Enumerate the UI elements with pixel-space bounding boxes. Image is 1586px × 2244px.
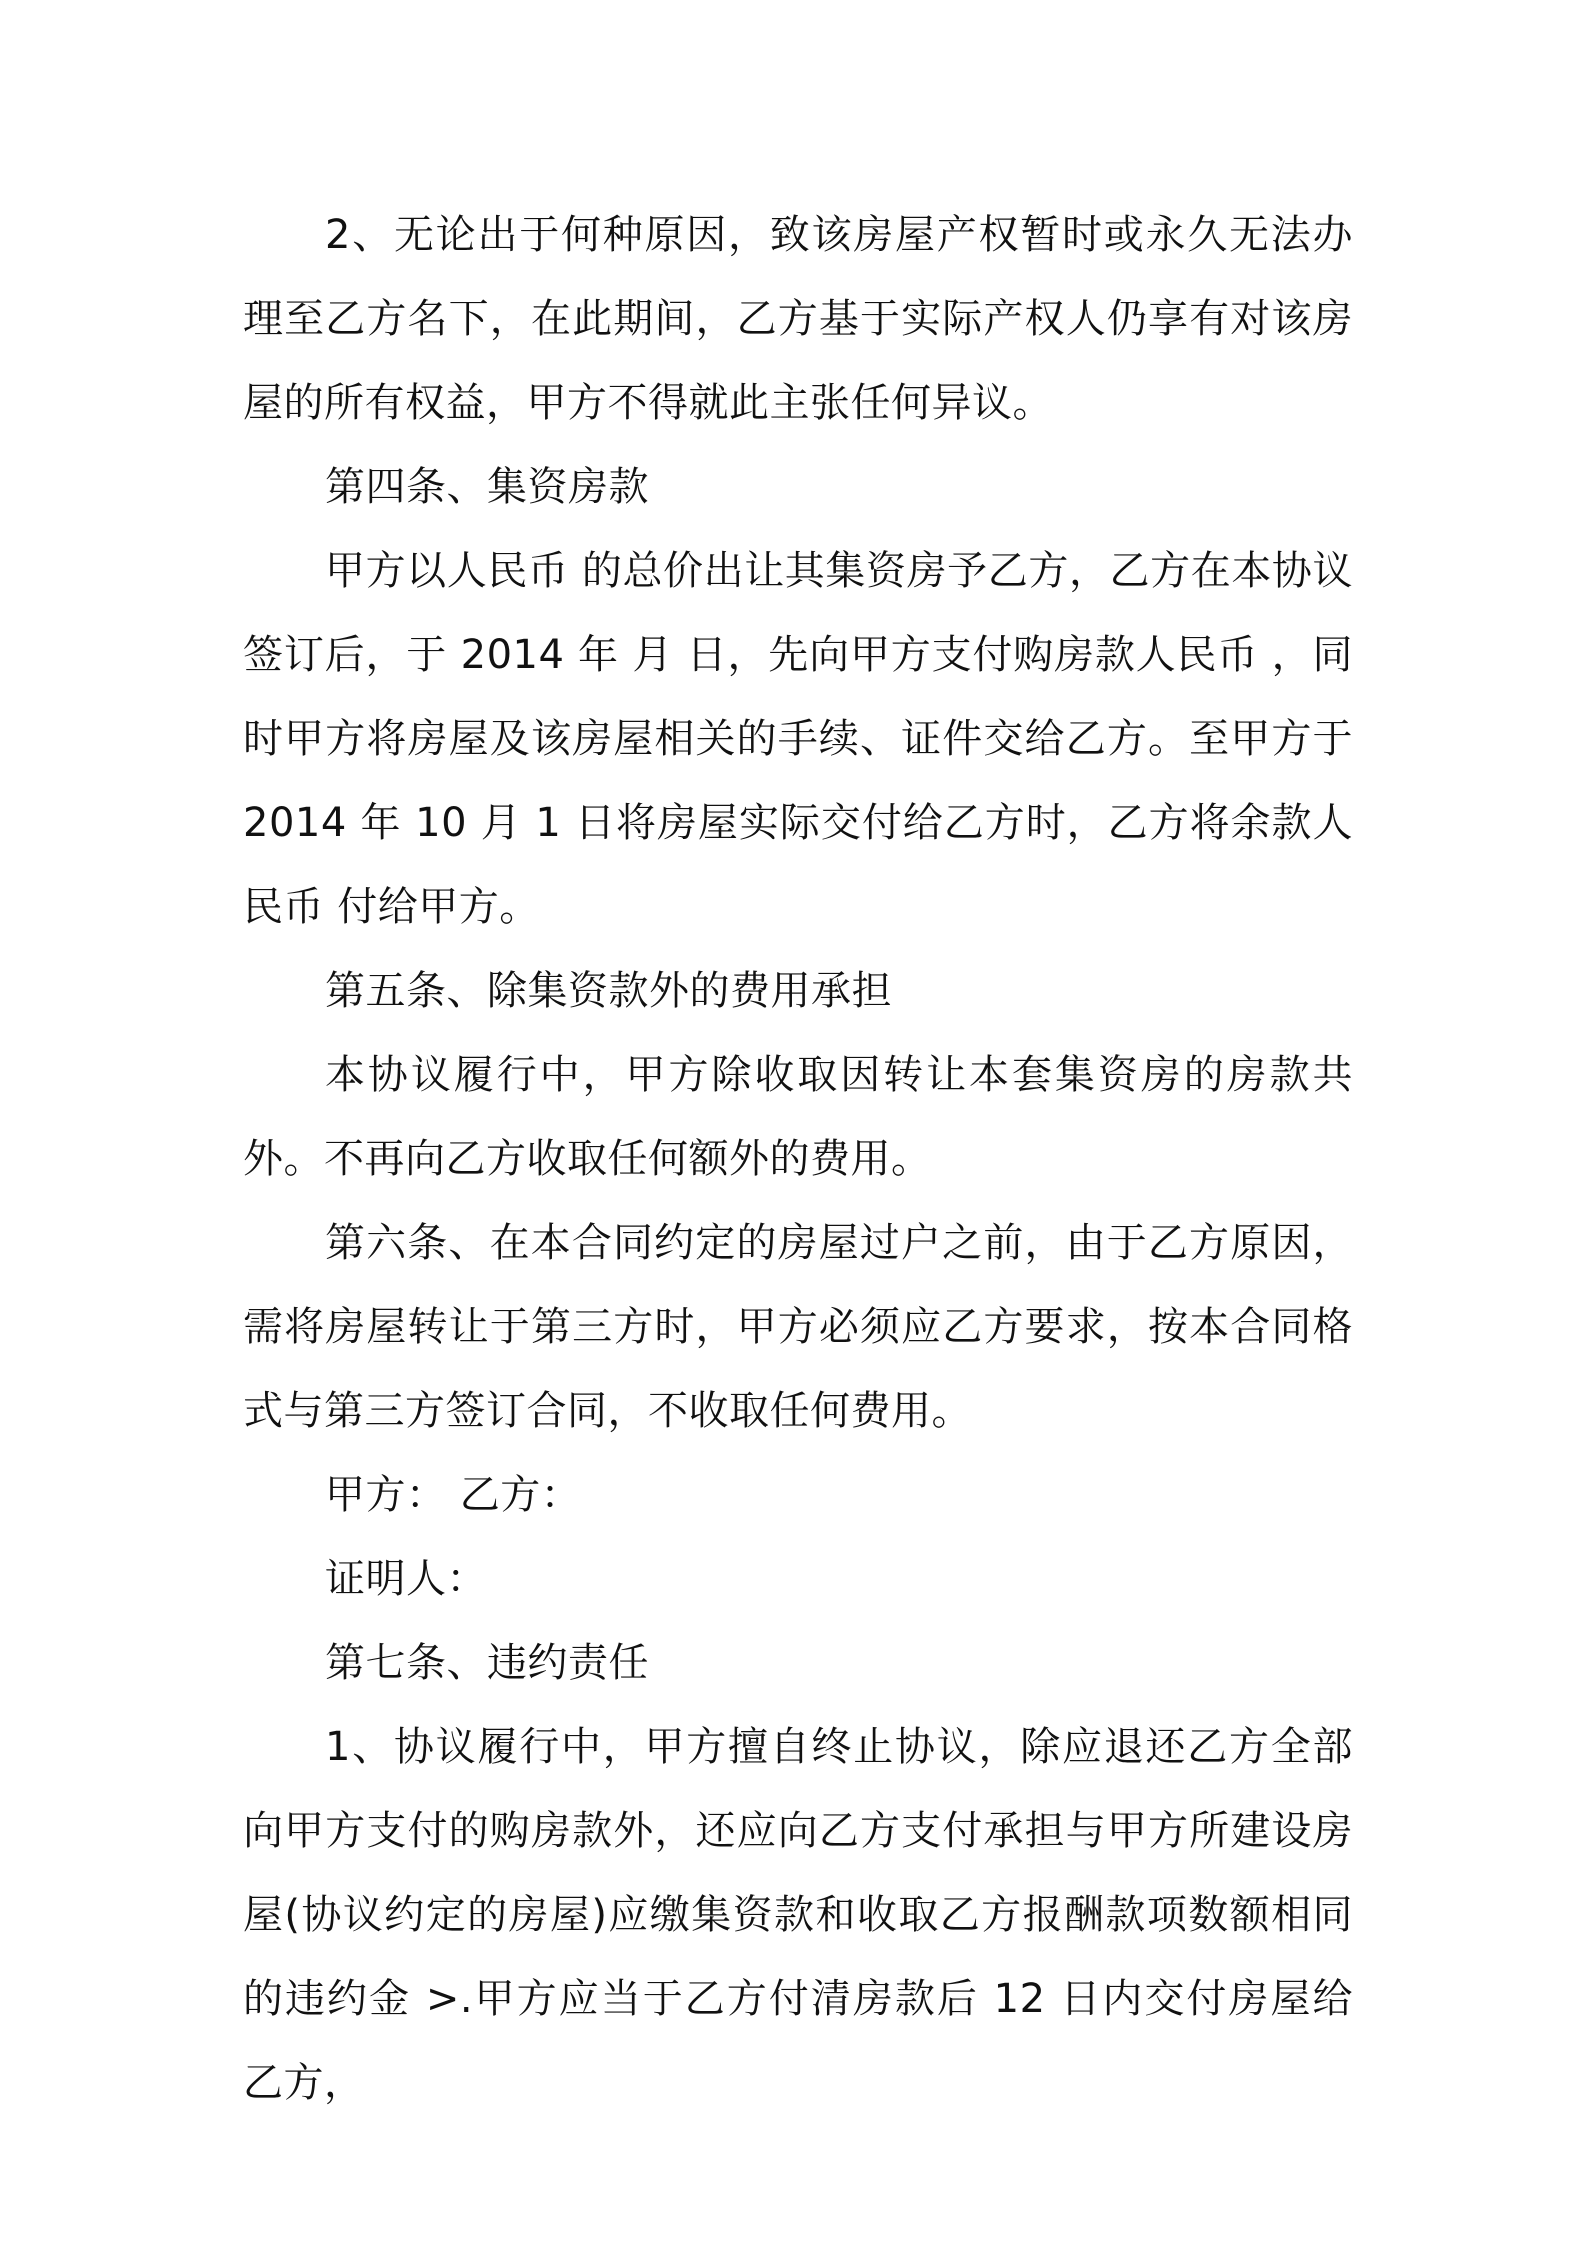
heading-article-7: 第七条、违约责任	[325, 1640, 649, 1686]
heading-article-5: 第五条、除集资款外的费用承担	[325, 968, 892, 1014]
paragraph-clause-3-2: 2、无论出于何种原因，致该房屋产权暂时或永久无法办理至乙方名下，在此期间，乙方基于实际产权人仍享有对该房屋的所有权益，甲方不得就此主张任何异议。	[243, 212, 1353, 426]
signature-witness: 证明人：	[325, 1556, 487, 1602]
paragraph-article-7-1: 1、协议履行中，甲方擅自终止协议，除应退还乙方全部向甲方支付的购房款外，还应向乙方支付承担与甲方所建设房屋(协议约定的房屋)应缴集资款和收取乙方报酬款项数额相同的违约金 >.甲方应当于乙方付清房款后 12 日内交付房屋给乙方，	[243, 1724, 1353, 2106]
paragraph-article-4: 甲方以人民币 的总价出让其集资房予乙方，乙方在本协议签订后，于 2014 年 月 日，先向甲方支付购房款人民币 ，同时甲方将房屋及该房屋相关的手续、证件交给乙方。至甲方于 2014 年 10 月 1 日将房屋实际交付给乙方时，乙方将余款人民币 付给甲方。	[243, 548, 1353, 930]
document-body	[243, 193, 1353, 2125]
heading-article-4: 第四条、集资房款	[325, 464, 649, 510]
paragraph-article-5: 本协议履行中，甲方除收取因转让本套集资房的房款共 外。不再向乙方收取任何额外的费用。	[243, 1052, 1353, 1182]
paragraph-article-6: 第六条、在本合同约定的房屋过户之前，由于乙方原因，需将房屋转让于第三方时，甲方必须应乙方要求，按本合同格式与第三方签订合同，不收取任何费用。	[243, 1220, 1353, 1434]
signature-parties: 甲方： 乙方：	[325, 1472, 582, 1518]
